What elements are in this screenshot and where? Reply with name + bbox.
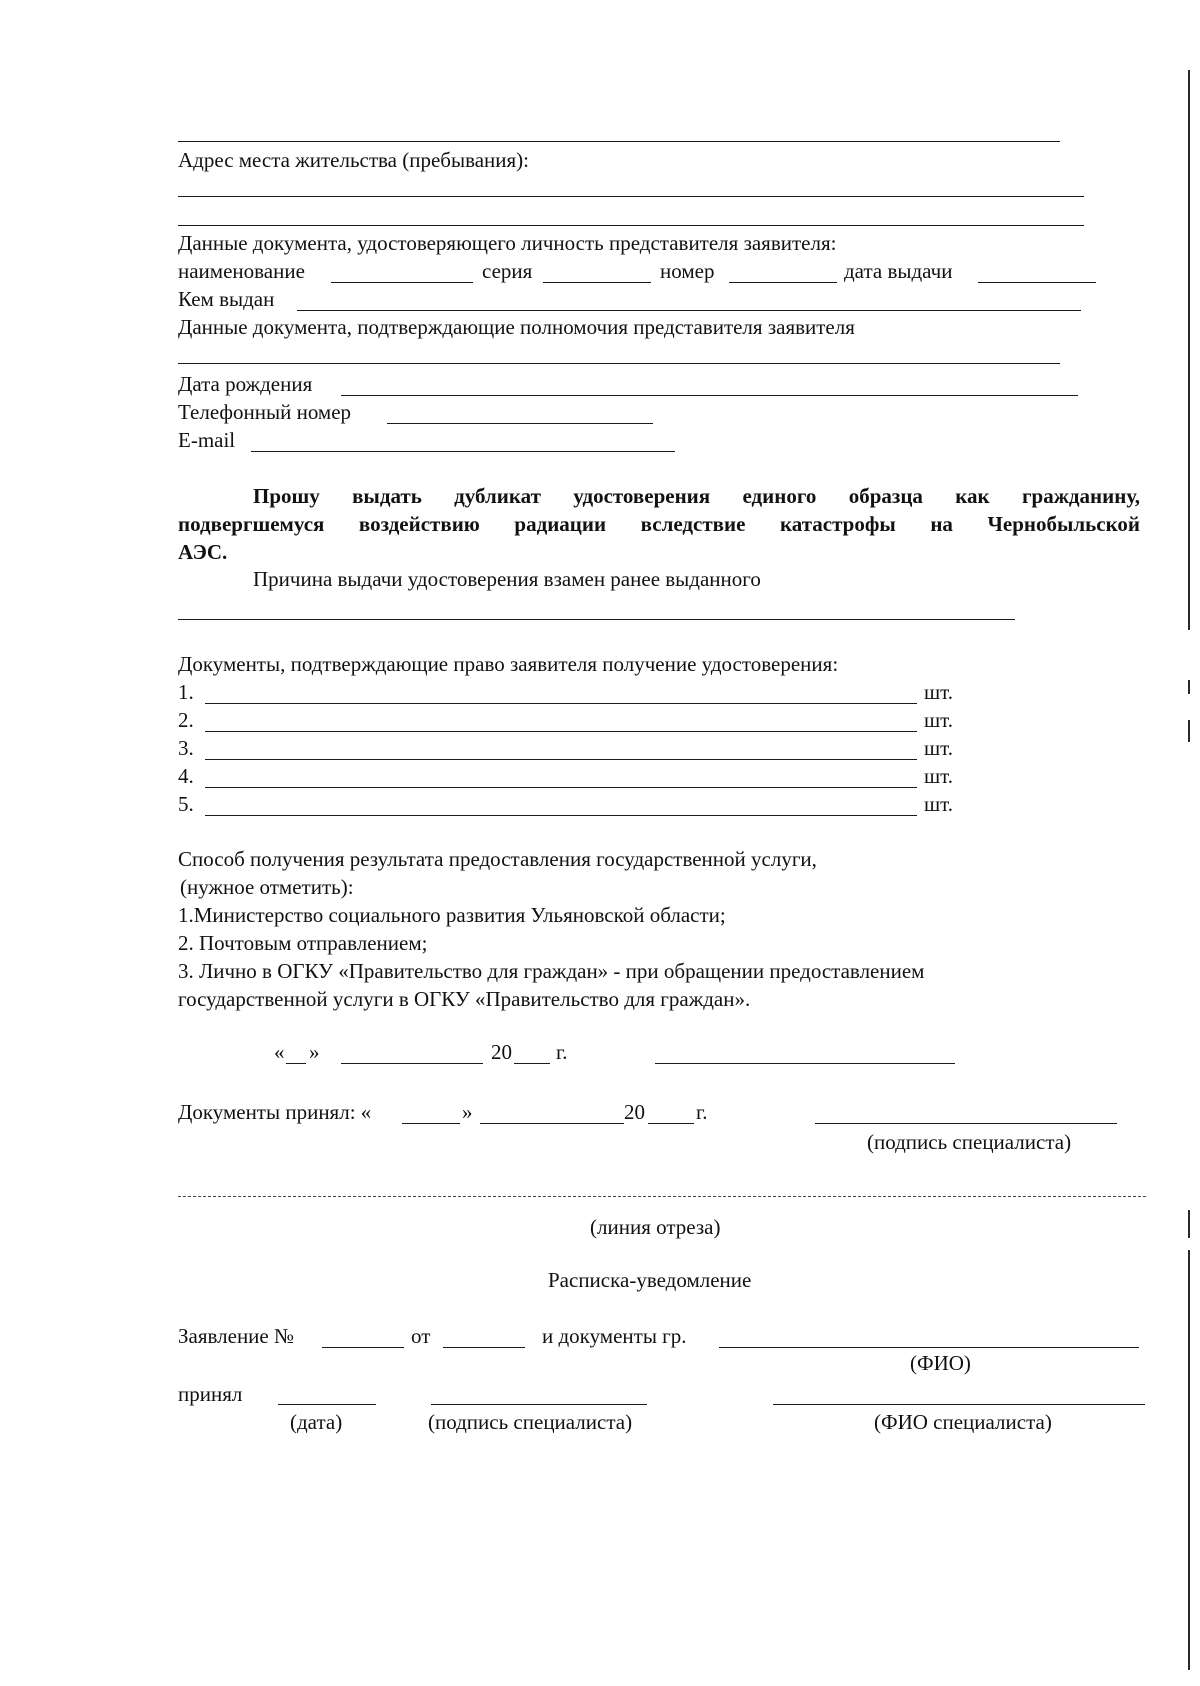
top-fill-line[interactable] [178,141,1060,142]
rep-doc-number-field[interactable] [729,282,837,283]
birth-date-label: Дата рождения [178,372,313,396]
receipt-from-label: от [411,1324,431,1348]
document-item-field[interactable] [205,815,917,816]
delivery-option-in-person-continued: государственной услуги в ОГКУ «Правительство для граждан». [178,987,751,1011]
accepted-year-suffix: г. [696,1100,708,1124]
request-line-2: подвергшемуся воздействию радиации вследствие катастрофы на Чернобыльской [178,512,1140,536]
receipt-date-caption: (дата) [290,1410,343,1434]
rep-doc-issue-date-field[interactable] [978,282,1096,283]
birth-date-field[interactable] [341,395,1078,396]
accepted-year-prefix: 20 [624,1100,645,1124]
document-item-field[interactable] [205,731,917,732]
reason-label: Причина выдачи удостоверения взамен ранее выданного [253,567,761,591]
specialist-signature-field[interactable] [815,1123,1117,1124]
phone-field[interactable] [387,423,653,424]
document-item-field[interactable] [205,703,917,704]
date-day-field[interactable] [286,1063,306,1064]
applicant-signature-field[interactable] [655,1063,955,1064]
email-label: E-mail [178,428,236,452]
residence-label: Адрес места жительства (пребывания): [178,148,530,172]
document-item-field[interactable] [205,787,917,788]
rep-doc-issued-by-label: Кем выдан [178,287,275,311]
email-field[interactable] [251,451,675,452]
receipt-fio-caption: (ФИО) [910,1351,971,1375]
accepted-day-field[interactable] [402,1123,460,1124]
documents-heading: Документы, подтверждающие право заявителя получение удостоверения: [178,652,839,676]
receipt-docs-label: и документы гр. [542,1324,687,1348]
date-year-suffix: г. [556,1040,568,1064]
date-open-quote: « [274,1040,285,1064]
document-item-unit: шт. [924,792,954,816]
receipt-specialist-signature-field[interactable] [431,1404,647,1405]
receipt-title: Расписка-уведомление [548,1268,752,1292]
receipt-application-label: Заявление № [178,1324,295,1348]
accepted-month-field[interactable] [480,1123,624,1124]
receipt-accepted-date-field[interactable] [278,1404,376,1405]
date-month-field[interactable] [341,1063,483,1064]
delivery-option-in-person[interactable]: 3. Лично в ОГКУ «Правительство для граждан» - при обращении предоставлением [178,959,925,983]
accepted-year-field[interactable] [648,1123,694,1124]
receipt-specialist-fio-caption: (ФИО специалиста) [874,1410,1052,1434]
delivery-note: (нужное отметить): [180,875,354,899]
rep-doc-issued-by-field[interactable] [297,310,1081,311]
accepted-close-quote: » [462,1100,473,1124]
scan-edge-mark [1188,70,1190,630]
rep-identity-heading: Данные документа, удостоверяющего личность представителя заявителя: [178,231,837,255]
document-item-number: 5. [178,792,194,816]
document-item-number: 3. [178,736,194,760]
document-item-unit: шт. [924,736,954,760]
request-line-3: АЭС. [178,540,228,564]
rep-doc-series-field[interactable] [543,282,651,283]
specialist-signature-caption: (подпись специалиста) [867,1130,1072,1154]
document-item-field[interactable] [205,759,917,760]
receipt-application-number-field[interactable] [322,1347,404,1348]
residence-line-2[interactable] [178,225,1084,226]
reason-field[interactable] [178,619,1015,620]
rep-doc-number-label: номер [660,259,715,283]
scan-edge-mark [1188,1250,1190,1670]
scan-edge-mark [1188,1210,1190,1238]
rep-doc-name-field[interactable] [331,282,473,283]
scan-edge-mark [1188,680,1190,694]
rep-doc-name-label: наименование [178,259,305,283]
accepted-label: Документы принял: « [178,1100,372,1124]
document-item-unit: шт. [924,708,954,732]
scan-edge-mark [1188,720,1190,742]
document-item-number: 2. [178,708,194,732]
phone-label: Телефонный номер [178,400,352,424]
delivery-heading: Способ получения результата предоставления государственной услуги, [178,847,817,871]
receipt-citizen-fio-field[interactable] [719,1347,1139,1348]
date-year-field[interactable] [514,1063,550,1064]
residence-line-1[interactable] [178,196,1084,197]
receipt-signature-caption: (подпись специалиста) [428,1410,633,1434]
receipt-date-field[interactable] [443,1347,525,1348]
document-item-unit: шт. [924,680,954,704]
document-item-unit: шт. [924,764,954,788]
cut-line-caption: (линия отреза) [590,1215,721,1239]
cut-line [178,1196,1146,1197]
rep-authority-heading: Данные документа, подтверждающие полномочия представителя заявителя [178,315,855,339]
date-close-quote: » [309,1040,320,1064]
rep-authority-field[interactable] [178,363,1060,364]
receipt-specialist-fio-field[interactable] [773,1404,1145,1405]
request-line-1: Прошу выдать дубликат удостоверения единого образца как гражданину, [253,484,1140,508]
document-item-number: 4. [178,764,194,788]
delivery-option-post[interactable]: 2. Почтовым отправлением; [178,931,428,955]
delivery-option-ministry[interactable]: 1.Министерство социального развития Ульяновской области; [178,903,726,927]
receipt-accepted-label: принял [178,1382,243,1406]
rep-doc-series-label: серия [482,259,533,283]
document-item-number: 1. [178,680,194,704]
rep-doc-issue-date-label: дата выдачи [844,259,953,283]
date-year-prefix: 20 [491,1040,512,1064]
